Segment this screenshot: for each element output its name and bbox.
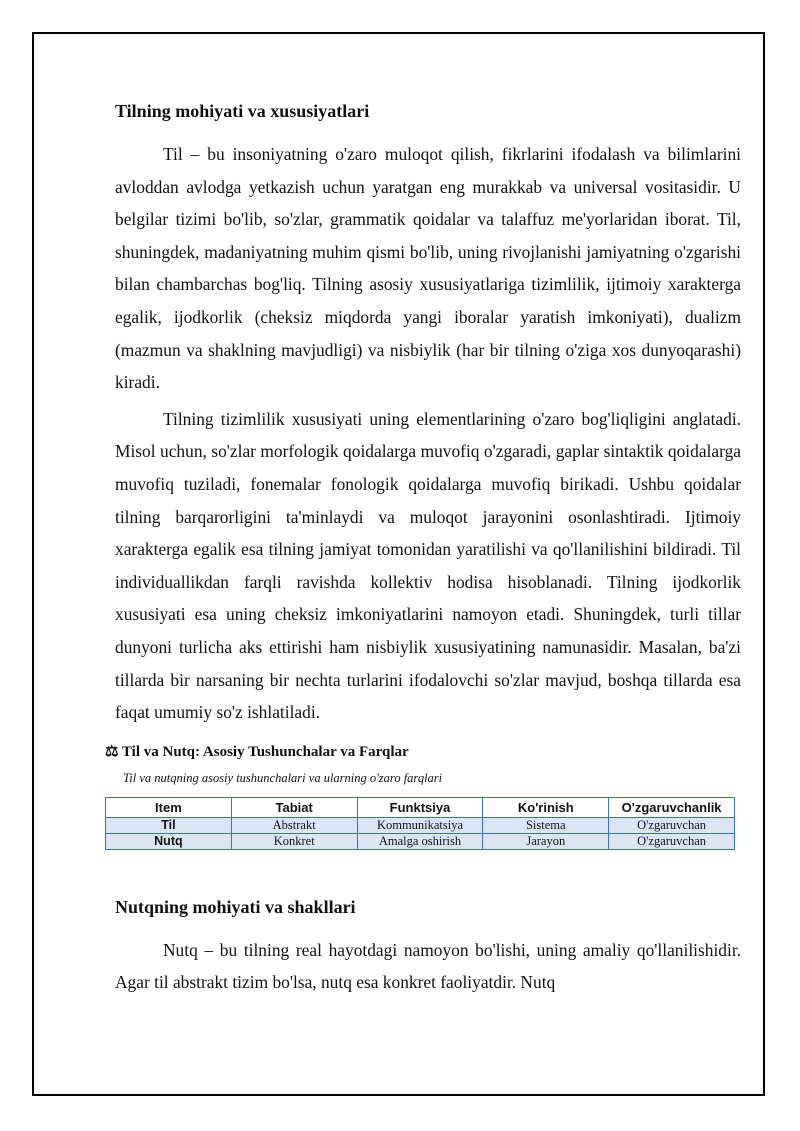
column-header: Ko'rinish bbox=[483, 797, 609, 817]
table-cell: Kommunikatsiya bbox=[357, 817, 483, 833]
table-cell: O'zgaruvchan bbox=[609, 833, 735, 849]
table-subtitle: Til va nutqning asosiy tushunchalari va ularning o'zaro farqlari bbox=[123, 770, 443, 785]
table-title: ⚖ Til va Nutq: Asosiy Tushunchalar va Farqlar bbox=[105, 743, 409, 760]
table-cell: Amalga oshirish bbox=[357, 833, 483, 849]
section-heading: Tilning mohiyati va xususiyatlari bbox=[115, 101, 370, 121]
column-header: Funktsiya bbox=[357, 797, 483, 817]
column-header: O'zgaruvchanlik bbox=[609, 797, 735, 817]
column-header: Item bbox=[106, 797, 232, 817]
table-cell: Til bbox=[106, 817, 232, 833]
table-header-row bbox=[106, 797, 735, 817]
table-row bbox=[106, 833, 735, 849]
table-cell: O'zgaruvchan bbox=[609, 817, 735, 833]
document-body bbox=[105, 98, 741, 1003]
comparison-table bbox=[105, 797, 735, 850]
paragraph: Tilning tizimlilik xususiyati uning elementlarining o'zaro bog'liqligini anglatadi. Misol uchun, so'zlar morfologik qoidalarga muvofiq o'zgaradi, gaplar sintaktik qoidalarga muvofiq tuziladi, fonemalar fonologik qoidalarga muvofiq birikadi. Ushbu qoidalar tilning barqarorligini ta'minlaydi va muloqot jarayonini osonlashtiradi. Ijtimoiy xarakterga egalik esa tilning jamiyat tomonidan yaratilishi va qo'llanilishini bildiradi. Til individuallikdan farqli ravishda kollektiv hodisa hisoblanadi. Tilning ijodkorlik xususiyati esa uning cheksiz imkoniyatlarini namoyon etadi. Shuningdek, turli tillar dunyoni turlicha aks ettirishi ham nisbiylik xususiyatining namunasidir. Masalan, ba'zi tillarda bir narsaning bir nechta turlarini ifodalovchi so'zlar mavjud, boshqa tillarda esa faqat umumiy so'z ishlatiladi. bbox=[115, 408, 741, 723]
table-cell: Abstrakt bbox=[231, 817, 357, 833]
section-2 bbox=[115, 894, 741, 999]
table-cell: Jarayon bbox=[483, 833, 609, 849]
table-cell: Sistema bbox=[483, 817, 609, 833]
paragraph: Nutq – bu tilning real hayotdagi namoyon bo'lishi, uning amaliy qo'llanilishidir. Agar til abstrakt tizim bo'lsa, nutq esa konkret faoliyatdir. Nutq bbox=[115, 939, 741, 993]
table-cell: Nutq bbox=[106, 833, 232, 849]
table-row bbox=[106, 817, 735, 833]
column-header: Tabiat bbox=[231, 797, 357, 817]
table-cell: Konkret bbox=[231, 833, 357, 849]
comparison-table-block bbox=[105, 741, 735, 850]
section-heading: Nutqning mohiyati va shakllari bbox=[115, 896, 356, 917]
paragraph: Til – bu insoniyatning o'zaro muloqot qilish, fikrlarini ifodalash va bilimlarini avloddan avlodga yetkazish uchun yaratgan eng murakkab va universal vositasidir. U belgilar tizimi bo'lib, so'zlar, grammatik qoidalar va talaffuz me'yorlaridan iborat. Til, shuningdek, madaniyatning muhim qismi bo'lib, uning rivojlanishi jamiyatning o'zgarishi bilan chambarchas bog'liq. Tilning asosiy xususiyatlariga tizimlilik, ijtimoiy xarakterga egalik, ijodkorlik (cheksiz miqdorda yangi iboralar yaratish imkoniyati), dualizm (mazmun va shaklning mavjudligi) va nisbiylik (har bir tilning o'ziga xos dunyoqarashi) kiradi. bbox=[115, 144, 741, 393]
